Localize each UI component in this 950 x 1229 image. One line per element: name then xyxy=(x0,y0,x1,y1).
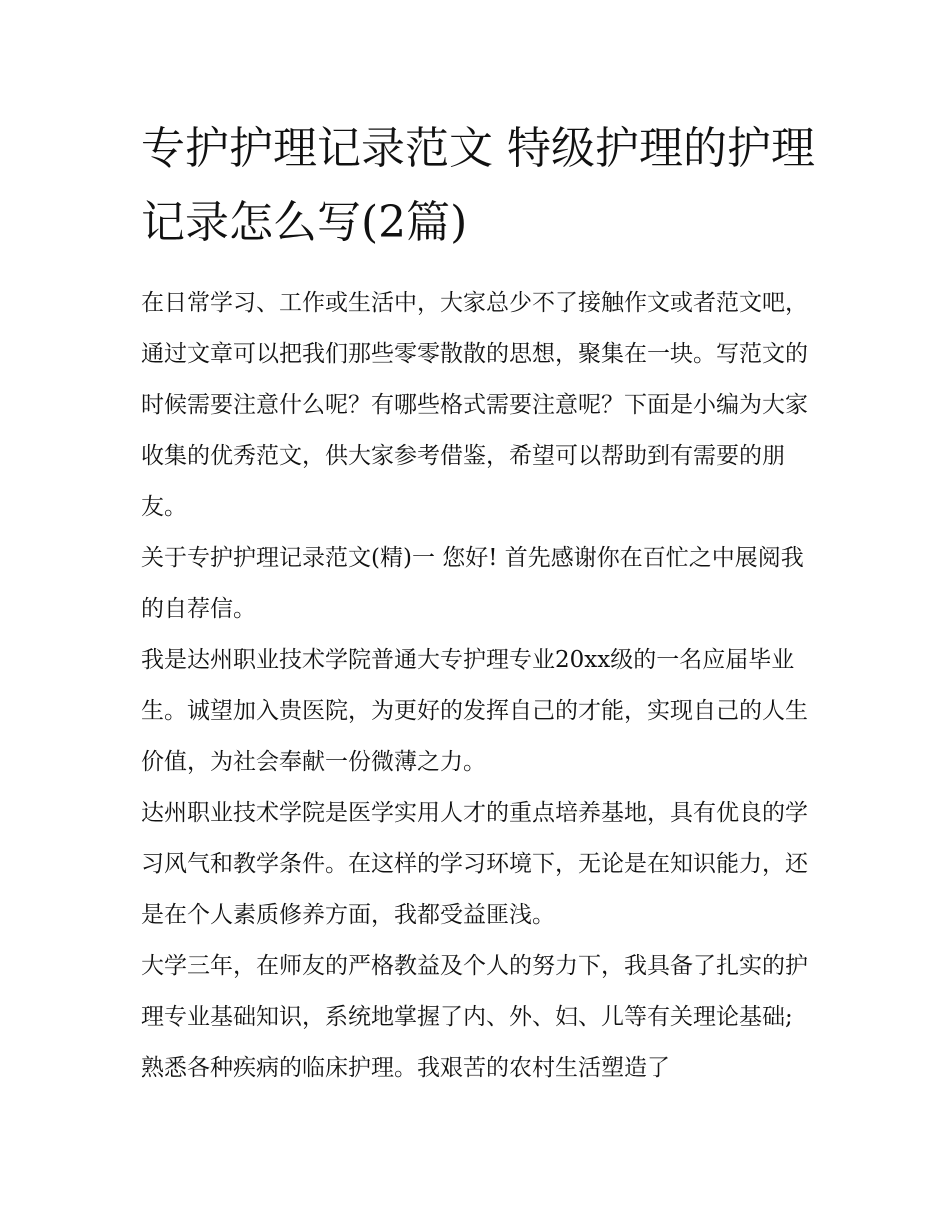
document-page xyxy=(141,112,821,1094)
paragraph-self-introduction: 我是达州职业技术学院普通大专护理专业20xx级的一名应届毕业生。诚望加入贵医院，为更好的发挥自己的才能，实现自己的人生价值，为社会奉献一份微薄之力。 xyxy=(141,647,808,775)
document-title: 专护护理记录范文 特级护理的护理记录怎么写(2篇) xyxy=(141,123,815,248)
paragraph-greeting: 关于专护护理记录范文(精)一 您好! 首先感谢你在百忙之中展阅我的自荐信。 xyxy=(141,545,804,622)
paragraph-intro: 在日常学习、工作或生活中，大家总少不了接触作文或者范文吧，通过文章可以把我们那些零零散散的思想，聚集在一块。写范文的时候需要注意什么呢？有哪些格式需要注意呢？下面是小编为大家收集的优秀范文，供大家参考借鉴，希望可以帮助到有需要的朋友。 xyxy=(141,290,808,520)
paragraph-studies: 大学三年，在师友的严格教益及个人的努力下，我具备了扎实的护理专业基础知识，系统地掌握了内、外、妇、儿等有关理论基础;熟悉各种疾病的临床护理。我艰苦的农村生活塑造了 xyxy=(141,953,808,1081)
paragraph-school: 达州职业技术学院是医学实用人才的重点培养基地，具有优良的学习风气和教学条件。在这样的学习环境下，无论是在知识能力，还是在个人素质修养方面，我都受益匪浅。 xyxy=(141,800,808,928)
